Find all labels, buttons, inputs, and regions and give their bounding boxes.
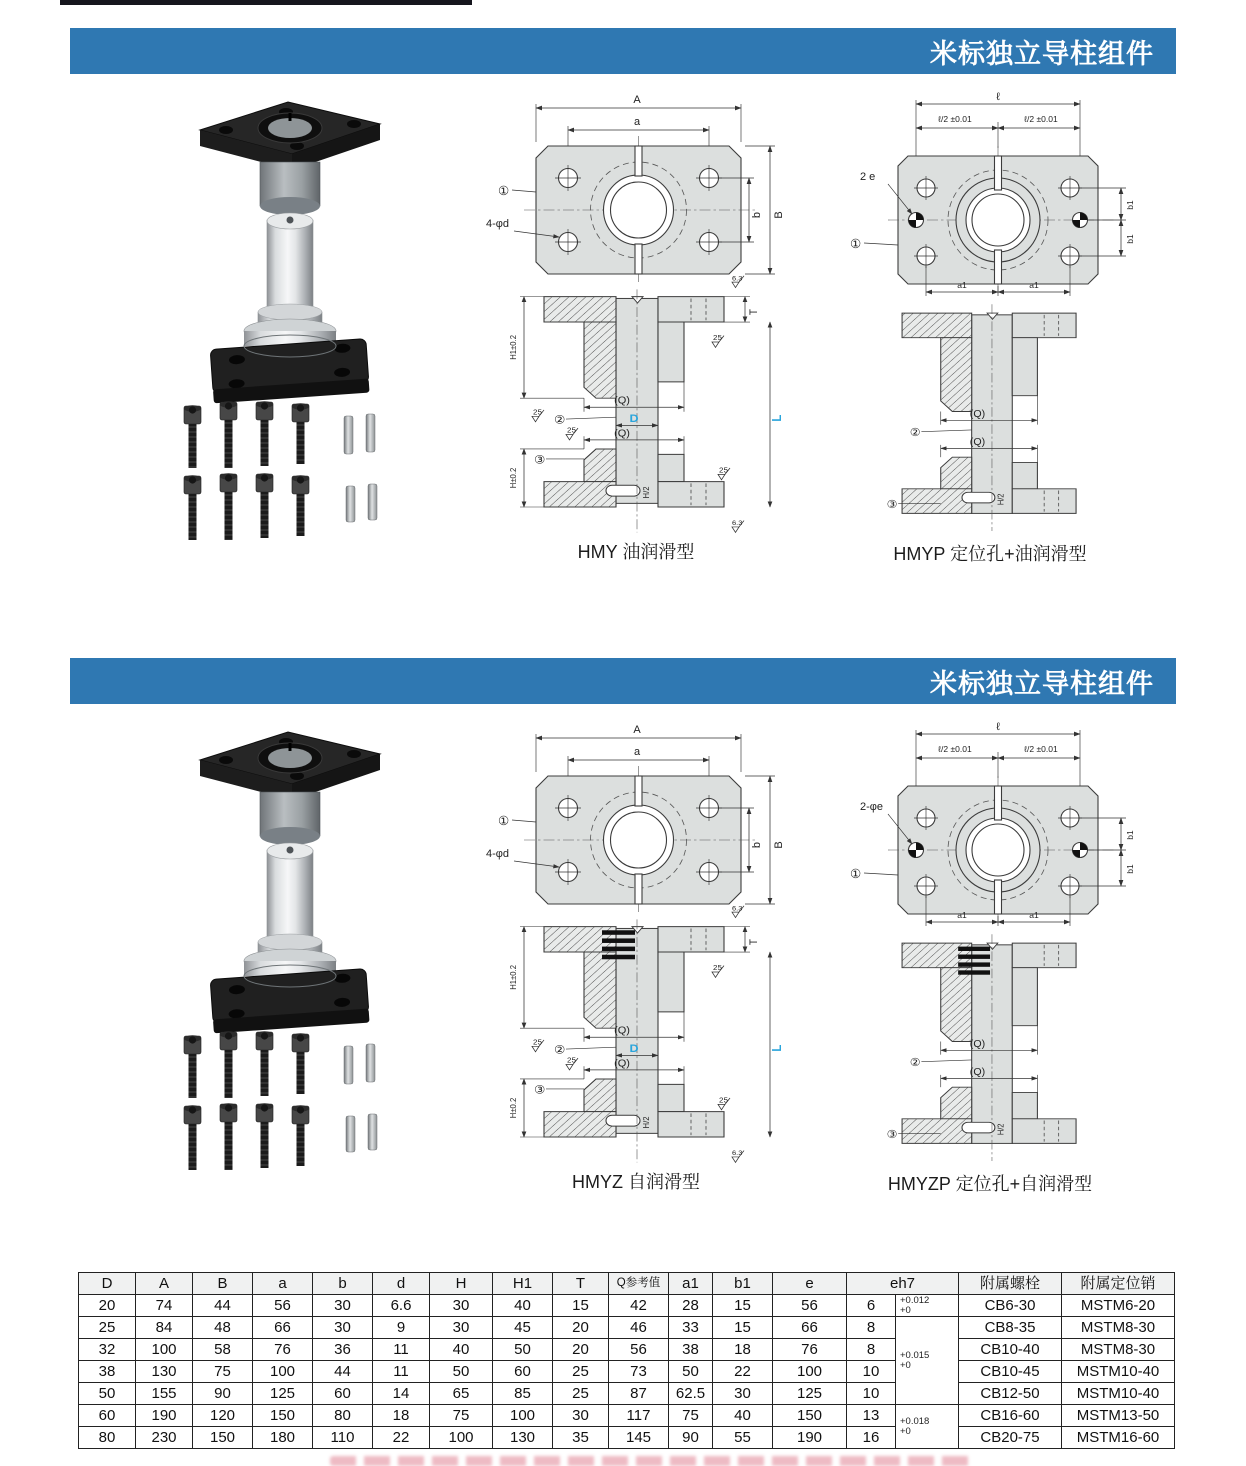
catalog-section <box>0 0 1246 630</box>
item-1-balloon: ① <box>498 184 510 198</box>
dim-Q-lower-label: (Q) <box>969 1067 986 1078</box>
cell: MSTM10-40 <box>1062 1361 1175 1383</box>
cell: 87 <box>609 1383 669 1405</box>
col-header: D <box>79 1273 136 1295</box>
section-title: 米标独立导柱组件 <box>930 668 1154 699</box>
cell: 22 <box>373 1427 430 1449</box>
cell: 15 <box>553 1295 609 1317</box>
dim-a1-right-label: a1 <box>1029 280 1039 290</box>
cell: 22 <box>713 1361 773 1383</box>
cell: 44 <box>193 1295 253 1317</box>
cell: 50 <box>79 1383 136 1405</box>
cell: 30 <box>313 1317 373 1339</box>
cell: 65 <box>430 1383 493 1405</box>
section-view-drawing-left <box>486 894 786 1166</box>
item-3-balloon: ③ <box>534 453 546 467</box>
cell: 58 <box>193 1339 253 1361</box>
cell: 125 <box>253 1383 313 1405</box>
cell: MSTM8-30 <box>1062 1339 1175 1361</box>
top-view-drawing-left <box>486 84 786 282</box>
cell: 38 <box>669 1339 713 1361</box>
cell: 190 <box>773 1427 847 1449</box>
cell: 76 <box>253 1339 313 1361</box>
item-2-balloon: ② <box>909 427 921 439</box>
col-header: a <box>253 1273 313 1295</box>
table-row <box>79 1361 1175 1383</box>
cell: CB10-40 <box>959 1339 1062 1361</box>
dim-D-label: D <box>629 411 639 425</box>
pin-hole-label: 2 e <box>860 171 876 183</box>
col-header: T <box>553 1273 609 1295</box>
cell: 56 <box>609 1339 669 1361</box>
dim-H2-label: H/2 <box>996 493 1006 506</box>
cell: 20 <box>79 1295 136 1317</box>
top-view-drawing-left <box>486 714 786 912</box>
cell: 44 <box>313 1361 373 1383</box>
dim-l2-left-label: ℓ/2 ±0.01 <box>938 744 972 754</box>
cell: 120 <box>193 1405 253 1427</box>
dim-b1-lower-label: b1 <box>1125 234 1135 244</box>
cell: 25 <box>553 1383 609 1405</box>
dim-b-label: b <box>751 841 763 849</box>
cell: 30 <box>430 1295 493 1317</box>
table-row <box>79 1317 1175 1339</box>
item-2-balloon: ② <box>554 413 566 427</box>
item-2-balloon: ② <box>554 1043 566 1057</box>
cell: 145 <box>609 1427 669 1449</box>
dim-B-label: B <box>773 211 785 219</box>
dim-l-label: ℓ <box>996 91 1000 103</box>
cell: 38 <box>79 1361 136 1383</box>
dim-Q-lower-label: (Q) <box>614 428 630 440</box>
cell: 66 <box>253 1317 313 1339</box>
table-row <box>79 1427 1175 1449</box>
left-drawing-caption: HMYZ 自润滑型 <box>572 1172 700 1192</box>
cell: 55 <box>713 1427 773 1449</box>
cell: 75 <box>193 1361 253 1383</box>
item-3-balloon: ③ <box>886 1129 898 1141</box>
bolt-holes-label: 4-φd <box>486 848 510 860</box>
col-header: A <box>136 1273 193 1295</box>
lower-flange-photo <box>210 319 369 403</box>
cell: 73 <box>609 1361 669 1383</box>
cell: CB16-60 <box>959 1405 1062 1427</box>
dim-H2-label: H/2 <box>641 1116 652 1129</box>
cell: 230 <box>136 1427 193 1449</box>
col-header: 附属螺栓 <box>959 1273 1062 1295</box>
cell: 62.5 <box>669 1383 713 1405</box>
cell: 100 <box>493 1405 553 1427</box>
dim-b1-lower-label: b1 <box>1125 864 1135 874</box>
item-1-balloon: ① <box>850 237 862 251</box>
catalog-section <box>0 630 1246 1260</box>
dim-B-label: B <box>773 841 785 849</box>
cell: 48 <box>193 1317 253 1339</box>
cell: 6 <box>847 1295 896 1317</box>
cell: MSTM16-60 <box>1062 1427 1175 1449</box>
table-row <box>79 1383 1175 1405</box>
cell: 60 <box>493 1361 553 1383</box>
product-photo-exploded <box>166 718 428 1170</box>
cell: 11 <box>373 1339 430 1361</box>
guide-post-photo <box>258 843 322 958</box>
dim-A-label: A <box>633 94 641 106</box>
dim-H1-label: H1±0.2 <box>508 335 519 360</box>
spec-table <box>78 1272 1175 1449</box>
dim-l-label: ℓ <box>996 721 1000 733</box>
col-header: a1 <box>669 1273 713 1295</box>
upper-flange-photo <box>200 102 380 215</box>
section-view-drawing-left <box>486 264 786 536</box>
dim-D-label: D <box>629 1041 639 1055</box>
cell: 36 <box>313 1339 373 1361</box>
bolt-holes-label: 4-φd <box>486 218 510 230</box>
dowel-pins-photo <box>344 1044 377 1152</box>
dim-Q-lower-label: (Q) <box>614 1058 630 1070</box>
cell: 30 <box>553 1405 609 1427</box>
cell: MSTM13-50 <box>1062 1405 1175 1427</box>
cell: 60 <box>79 1405 136 1427</box>
cell: CB8-35 <box>959 1317 1062 1339</box>
cell: 9 <box>373 1317 430 1339</box>
dim-a1-left-label: a1 <box>957 910 967 920</box>
dim-Q-upper-label: (Q) <box>969 1039 986 1050</box>
dim-H2-label: H/2 <box>996 1123 1006 1136</box>
dim-L-label: L <box>769 1044 785 1052</box>
left-drawing-caption: HMY 油润滑型 <box>577 542 695 562</box>
cell: 66 <box>773 1317 847 1339</box>
cell: 150 <box>193 1427 253 1449</box>
dim-a1-left-label: a1 <box>957 280 967 290</box>
cell: 30 <box>430 1317 493 1339</box>
cell: 45 <box>493 1317 553 1339</box>
cell: 40 <box>430 1339 493 1361</box>
cell: 56 <box>773 1295 847 1317</box>
cell: 190 <box>136 1405 193 1427</box>
col-header: b <box>313 1273 373 1295</box>
cell: 28 <box>669 1295 713 1317</box>
col-header: B <box>193 1273 253 1295</box>
dowel-pins-photo <box>344 414 377 522</box>
cell: 75 <box>430 1405 493 1427</box>
dim-H1-label: H1±0.2 <box>508 965 519 990</box>
tolerance-cell: +0.015 +0 <box>896 1317 959 1405</box>
cell: 125 <box>773 1383 847 1405</box>
cell: 117 <box>609 1405 669 1427</box>
col-header: eh7 <box>847 1273 959 1295</box>
cell: 16 <box>847 1427 896 1449</box>
cap-screws-photo <box>184 1031 309 1170</box>
cell: 18 <box>373 1405 430 1427</box>
cell: 56 <box>253 1295 313 1317</box>
header-row <box>79 1273 1175 1295</box>
table-row <box>79 1295 1175 1317</box>
item-3-balloon: ③ <box>886 499 898 511</box>
tolerance-cell: +0.018 +0 <box>896 1405 959 1449</box>
item-1-balloon: ① <box>850 867 862 881</box>
cell: 50 <box>430 1361 493 1383</box>
cell: 75 <box>669 1405 713 1427</box>
cell: 15 <box>713 1317 773 1339</box>
cell: 30 <box>713 1383 773 1405</box>
item-2-balloon: ② <box>909 1057 921 1069</box>
cell: 8 <box>847 1339 896 1361</box>
dim-a-label: a <box>633 116 641 128</box>
lower-flange-photo <box>210 949 369 1033</box>
dim-A-label: A <box>633 724 641 736</box>
cell: MSTM6-20 <box>1062 1295 1175 1317</box>
dim-b1-upper-label: b1 <box>1125 200 1135 210</box>
cell: 33 <box>669 1317 713 1339</box>
cell: 10 <box>847 1361 896 1383</box>
cell: 100 <box>773 1361 847 1383</box>
dim-l2-left-label: ℓ/2 ±0.01 <box>938 114 972 124</box>
cell: 50 <box>669 1361 713 1383</box>
table-row <box>79 1405 1175 1427</box>
section-view-drawing-right <box>846 922 1136 1168</box>
cell: 100 <box>136 1339 193 1361</box>
cell: 6.6 <box>373 1295 430 1317</box>
cell: 60 <box>313 1383 373 1405</box>
cell: 100 <box>430 1427 493 1449</box>
cell: MSTM10-40 <box>1062 1383 1175 1405</box>
cell: CB10-45 <box>959 1361 1062 1383</box>
dim-H-label: H±0.2 <box>508 1097 519 1119</box>
dim-H-label: H±0.2 <box>508 467 519 489</box>
cell: 80 <box>79 1427 136 1449</box>
cell: MSTM8-30 <box>1062 1317 1175 1339</box>
cell: 50 <box>493 1339 553 1361</box>
table-row <box>79 1339 1175 1361</box>
cell: 76 <box>773 1339 847 1361</box>
dim-Q-upper-label: (Q) <box>969 409 986 420</box>
cell: 150 <box>253 1405 313 1427</box>
dim-H2-label: H/2 <box>641 486 652 499</box>
tolerance-cell: +0.012 +0 <box>896 1295 959 1317</box>
product-photo-exploded <box>166 88 428 540</box>
dim-l2-right-label: ℓ/2 ±0.01 <box>1024 744 1058 754</box>
cell: 13 <box>847 1405 896 1427</box>
cell: 74 <box>136 1295 193 1317</box>
dim-b-label: b <box>751 211 763 219</box>
cell: 155 <box>136 1383 193 1405</box>
section-title: 米标独立导柱组件 <box>930 38 1154 69</box>
dim-Q-lower-label: (Q) <box>969 437 986 448</box>
right-drawing-caption: HMYP 定位孔+油润滑型 <box>893 544 1087 564</box>
cell: 15 <box>713 1295 773 1317</box>
col-header: Q参考值 <box>609 1273 669 1295</box>
cell: 11 <box>373 1361 430 1383</box>
section-view-drawing-right <box>846 292 1136 538</box>
item-1-balloon: ① <box>498 814 510 828</box>
dim-l2-right-label: ℓ/2 ±0.01 <box>1024 114 1058 124</box>
col-header: H1 <box>493 1273 553 1295</box>
cell: CB12-50 <box>959 1383 1062 1405</box>
cell: 25 <box>553 1361 609 1383</box>
top-view-drawing-right <box>836 88 1146 300</box>
dim-L-label: L <box>769 414 785 422</box>
cell: 100 <box>253 1361 313 1383</box>
cap-screws-photo <box>184 401 309 540</box>
dim-Q-upper-label: (Q) <box>614 1026 630 1037</box>
right-drawing-caption: HMYZP 定位孔+自润滑型 <box>887 1174 1093 1194</box>
cutoff-footer-text-strip <box>330 1456 970 1466</box>
top-view-drawing-right <box>836 718 1146 930</box>
col-header: 附属定位销 <box>1062 1273 1175 1295</box>
cell: 40 <box>493 1295 553 1317</box>
cell: 110 <box>313 1427 373 1449</box>
cell: 35 <box>553 1427 609 1449</box>
cell: 30 <box>313 1295 373 1317</box>
cell: 8 <box>847 1317 896 1339</box>
guide-post-photo <box>258 213 322 328</box>
cell: 180 <box>253 1427 313 1449</box>
cell: 85 <box>493 1383 553 1405</box>
section-header-bar <box>70 28 1176 74</box>
cell: 32 <box>79 1339 136 1361</box>
col-header: b1 <box>713 1273 773 1295</box>
upper-flange-photo <box>200 732 380 845</box>
pin-hole-label: 2-φe <box>860 801 884 813</box>
cell: 42 <box>609 1295 669 1317</box>
cell: 90 <box>193 1383 253 1405</box>
cell: 14 <box>373 1383 430 1405</box>
dim-T-top-label: T <box>748 309 761 316</box>
section-header-bar <box>70 658 1176 704</box>
cell: 10 <box>847 1383 896 1405</box>
cell: 20 <box>553 1317 609 1339</box>
cell: 80 <box>313 1405 373 1427</box>
dim-Q-upper-label: (Q) <box>614 396 630 407</box>
cell: 150 <box>773 1405 847 1427</box>
cell: CB20-75 <box>959 1427 1062 1449</box>
cell: 25 <box>79 1317 136 1339</box>
cell: 90 <box>669 1427 713 1449</box>
cell: 46 <box>609 1317 669 1339</box>
col-header: H <box>430 1273 493 1295</box>
dim-a-label: a <box>633 746 641 758</box>
dim-a1-right-label: a1 <box>1029 910 1039 920</box>
dim-b1-upper-label: b1 <box>1125 830 1135 840</box>
cell: 20 <box>553 1339 609 1361</box>
cell: 130 <box>136 1361 193 1383</box>
dim-T-top-label: T <box>748 939 761 946</box>
item-3-balloon: ③ <box>534 1083 546 1097</box>
cell: 84 <box>136 1317 193 1339</box>
col-header: d <box>373 1273 430 1295</box>
cell: 130 <box>493 1427 553 1449</box>
cell: 18 <box>713 1339 773 1361</box>
cell: CB6-30 <box>959 1295 1062 1317</box>
col-header: e <box>773 1273 847 1295</box>
cell: 40 <box>713 1405 773 1427</box>
